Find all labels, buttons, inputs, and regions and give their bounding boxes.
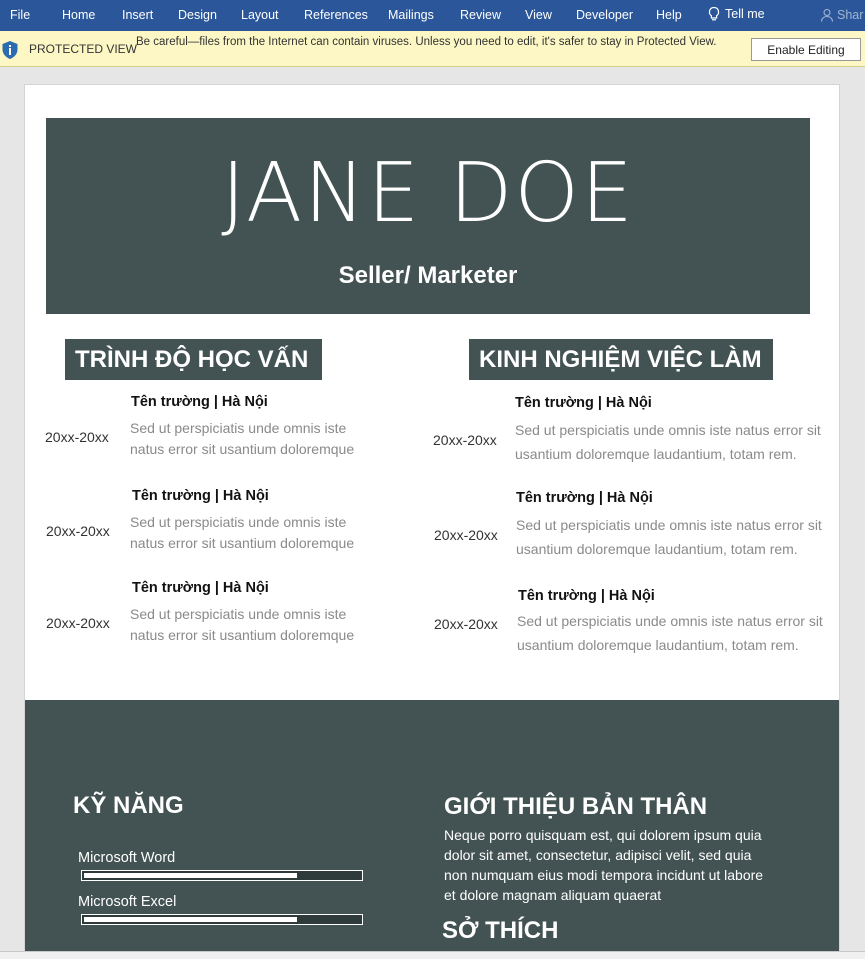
entry-description: Sed ut perspiciatis unde omnis iste natus error sit usantium doloremque (130, 514, 355, 551)
protected-view-message: Be careful—files from the Internet can contain viruses. Unless you need to edit, it's safer to stay in Protected View. (136, 36, 717, 48)
tab-home[interactable]: Home (62, 8, 96, 22)
resume-name: JANE DOE (221, 146, 635, 241)
skill-level-fill (84, 873, 297, 878)
tab-layout[interactable]: Layout (241, 8, 279, 22)
tab-file[interactable]: File (10, 8, 31, 22)
status-bar (0, 951, 865, 959)
entry-date: 20xx-20xx (434, 527, 498, 543)
skill-level-fill (84, 917, 297, 922)
entry-school: Tên trường | Hà Nội (515, 395, 652, 411)
tab-review[interactable]: Review (460, 8, 501, 22)
tab-developer[interactable]: Developer (576, 8, 633, 22)
entry-date: 20xx-20xx (45, 429, 109, 445)
share-label: Shar (837, 8, 864, 22)
resume-footer-band (25, 700, 840, 959)
share-button[interactable] (820, 8, 863, 22)
tell-me-label: Tell me (725, 7, 765, 21)
resume-header (46, 118, 810, 314)
protected-view-bar (0, 31, 865, 67)
hobbies-heading: SỞ THÍCH (442, 917, 559, 944)
protected-view-title: PROTECTED VIEW (29, 42, 138, 56)
skill-label: Microsoft Word (78, 850, 176, 866)
entry-description: Sed ut perspiciatis unde omnis iste natus error sit usantium doloremque laudantium, totam rem. (516, 517, 822, 557)
entry-description: Sed ut perspiciatis unde omnis iste natus error sit usantium doloremque laudantium, totam rem. (515, 422, 821, 462)
skill-level-bar (81, 914, 363, 925)
tab-mailings[interactable]: Mailings (388, 8, 434, 22)
entry-school: Tên trường | Hà Nội (516, 490, 653, 506)
entry-school: Tên trường | Hà Nội (131, 394, 268, 410)
tab-references[interactable]: References (304, 8, 368, 22)
entry-date: 20xx-20xx (46, 523, 110, 539)
shield-info-icon (1, 40, 19, 60)
entry-date: 20xx-20xx (434, 616, 498, 632)
tab-insert[interactable]: Insert (122, 8, 154, 22)
tab-design[interactable]: Design (178, 8, 217, 22)
skills-heading: KỸ NĂNG (73, 792, 184, 819)
entry-school: Tên trường | Hà Nội (518, 588, 655, 604)
entry-date: 20xx-20xx (46, 615, 110, 631)
lightbulb-icon (707, 6, 721, 22)
about-text: Neque porro quisquam est, qui dolorem ipsum quia dolor sit amet, consectetur, adipisci velit, sed quia non numquam eius modi tempora incidunt ut labore et dolore magnam aliquam quaerat (444, 827, 764, 903)
education-heading: TRÌNH ĐỘ HỌC VẤN (65, 339, 322, 380)
document-page[interactable] (24, 84, 840, 959)
entry-school: Tên trường | Hà Nội (132, 580, 269, 596)
enable-editing-button[interactable]: Enable Editing (751, 38, 861, 61)
person-icon (820, 8, 834, 22)
tab-view[interactable]: View (525, 8, 552, 22)
entry-school: Tên trường | Hà Nội (132, 488, 269, 504)
entry-description: Sed ut perspiciatis unde omnis iste natus error sit usantium doloremque (130, 606, 355, 643)
ribbon-tab-bar (0, 0, 865, 31)
skill-label: Microsoft Excel (78, 894, 177, 910)
entry-description: Sed ut perspiciatis unde omnis iste natus error sit usantium doloremque laudantium, totam rem. (517, 613, 823, 653)
about-heading: GIỚI THIỆU BẢN THÂN (444, 793, 708, 820)
resume-role: Seller/ Marketer (338, 262, 518, 289)
entry-description: Sed ut perspiciatis unde omnis iste natus error sit usantium doloremque (130, 420, 355, 457)
tab-help[interactable]: Help (656, 8, 682, 22)
entry-date: 20xx-20xx (433, 432, 497, 448)
tell-me-search[interactable] (707, 6, 765, 22)
skill-level-bar (81, 870, 363, 881)
experience-heading: KINH NGHIỆM VIỆC LÀM (469, 339, 773, 380)
